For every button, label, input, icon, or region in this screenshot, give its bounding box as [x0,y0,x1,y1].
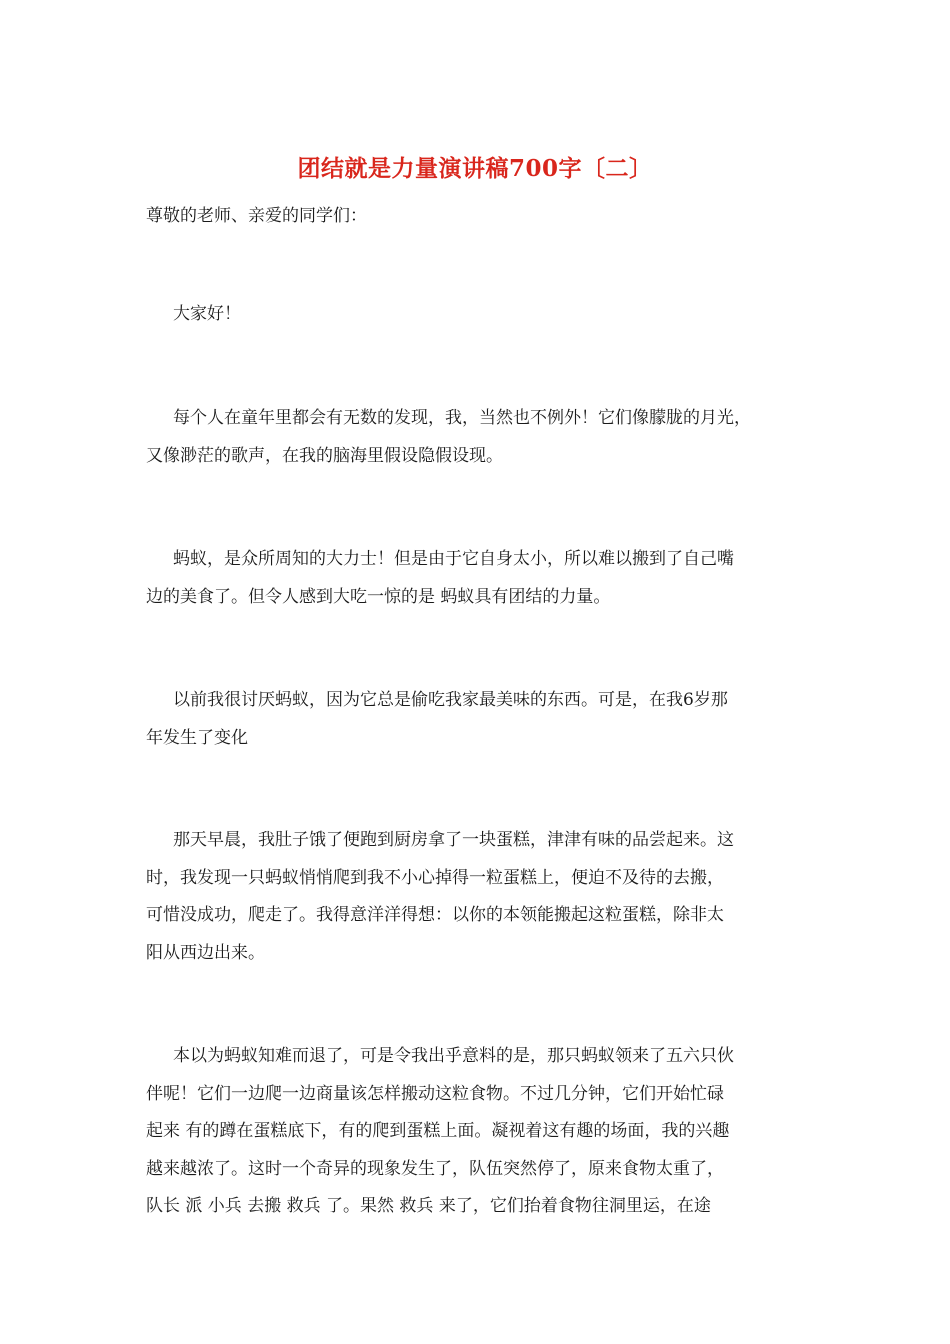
paragraph-line: 每个人在童年里都会有无数的发现，我，当然也不例外！它们像朦胧的月光， [173,408,751,428]
paragraph-ants-strength [146,541,810,616]
paragraph-line: 队长 派 小兵 去搬 救兵 了。果然 救兵 来了，它们抬着食物往洞里运，在途 [146,1196,711,1216]
paragraph-line: 大家好！ [173,304,241,324]
paragraph-line: 时，我发现一只蚂蚁悄悄爬到我不小心掉得一粒蛋糕上，便迫不及待的去搬， [146,867,724,888]
document-title: 团结就是力量演讲稿700字〔二〕 [297,155,653,182]
paragraph-childhood [146,400,810,475]
paragraph-line: 那天早晨，我肚子饿了便跑到厨房拿了一块蛋糕，津津有味的品尝起来。这 [173,830,734,850]
paragraph-dislike [146,682,810,757]
paragraph-line: 阳从西边出来。 [146,942,265,963]
paragraph-line: 本以为蚂蚁知难而退了，可是令我出乎意料的是，那只蚂蚁领来了五六只伙 [173,1046,734,1066]
paragraph-line: 越来越浓了。这时一个奇异的现象发生了，队伍突然停了，原来食物太重了， [146,1158,724,1179]
paragraph-greeting [146,296,810,334]
paragraph-teamwork [146,1038,810,1226]
paragraph-line: 以前我很讨厌蚂蚁，因为它总是偷吃我家最美味的东西。可是，在我6岁那 [173,690,728,710]
paragraph-line: 年发生了变化 [146,727,248,748]
paragraph-line: 蚂蚁，是众所周知的大力士！但是由于它自身太小，所以难以搬到了自己嘴 [173,549,734,569]
paragraph-line: 边的美食了。但令人感到大吃一惊的是 蚂蚁具有团结的力量。 [146,586,611,607]
salutation: 尊敬的老师、亲爱的同学们： [146,206,367,226]
paragraph-line: 伴呢！它们一边爬一边商量该怎样搬动这粒食物。不过几分钟，它们开始忙碌 [146,1083,724,1104]
paragraph-line: 又像渺茫的歌声，在我的脑海里假设隐假设现。 [146,445,503,466]
paragraph-line: 起来 有的蹲在蛋糕底下，有的爬到蛋糕上面。凝视着这有趣的场面，我的兴趣 [146,1121,730,1141]
paragraph-morning-cake [146,822,810,972]
paragraph-line: 可惜没成功，爬走了。我得意洋洋得想：以你的本领能搬起这粒蛋糕，除非太 [146,905,724,925]
